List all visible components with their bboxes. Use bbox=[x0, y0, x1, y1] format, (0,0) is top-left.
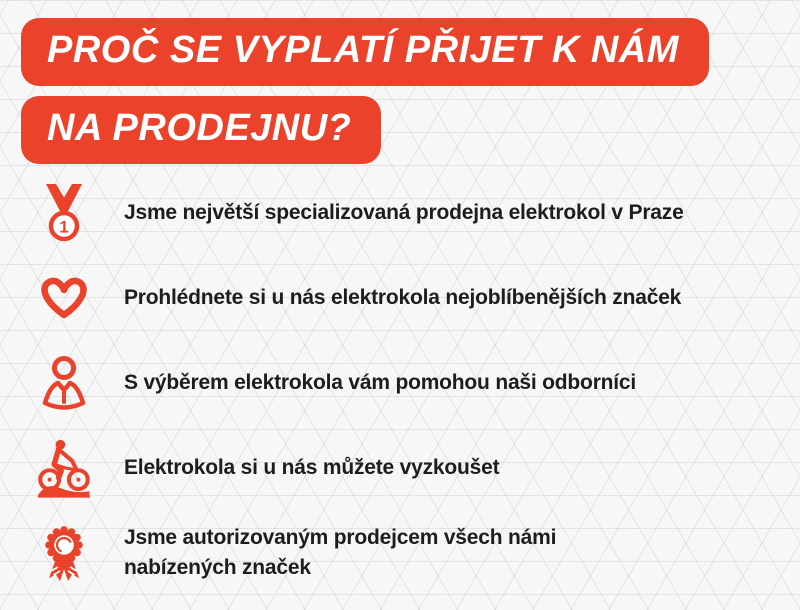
award-rosette-icon bbox=[38, 523, 90, 583]
headline-banner-line1: PROČ SE VYPLATÍ PŘIJET K NÁM bbox=[21, 18, 709, 86]
benefit-text: S výběrem elektrokola vám pomohou naši odborníci bbox=[124, 370, 637, 394]
list-item bbox=[0, 170, 800, 255]
medal-rank-label: 1 bbox=[59, 217, 69, 236]
shop-assistant-icon bbox=[38, 356, 90, 410]
cyclist-icon bbox=[38, 435, 90, 501]
headline-banner-line2: NA PRODEJNU? bbox=[21, 96, 381, 164]
benefit-text: Jsme největší specializovaná prodejna elektrokol v Praze bbox=[124, 200, 684, 224]
poster-header bbox=[21, 18, 709, 164]
list-item bbox=[0, 425, 800, 510]
benefit-list bbox=[0, 170, 800, 595]
benefit-text: Jsme autorizovaným prodejcem všech námi nabízených značek bbox=[124, 525, 557, 579]
medal-first-place-icon bbox=[38, 184, 90, 242]
list-item bbox=[0, 340, 800, 425]
heart-icon bbox=[38, 275, 90, 321]
list-item bbox=[0, 510, 800, 595]
list-item bbox=[0, 255, 800, 340]
benefit-text: Elektrokola si u nás můžete vyzkoušet bbox=[124, 455, 500, 479]
benefit-text: Prohlédnete si u nás elektrokola nejoblíbenějších značek bbox=[124, 285, 682, 309]
